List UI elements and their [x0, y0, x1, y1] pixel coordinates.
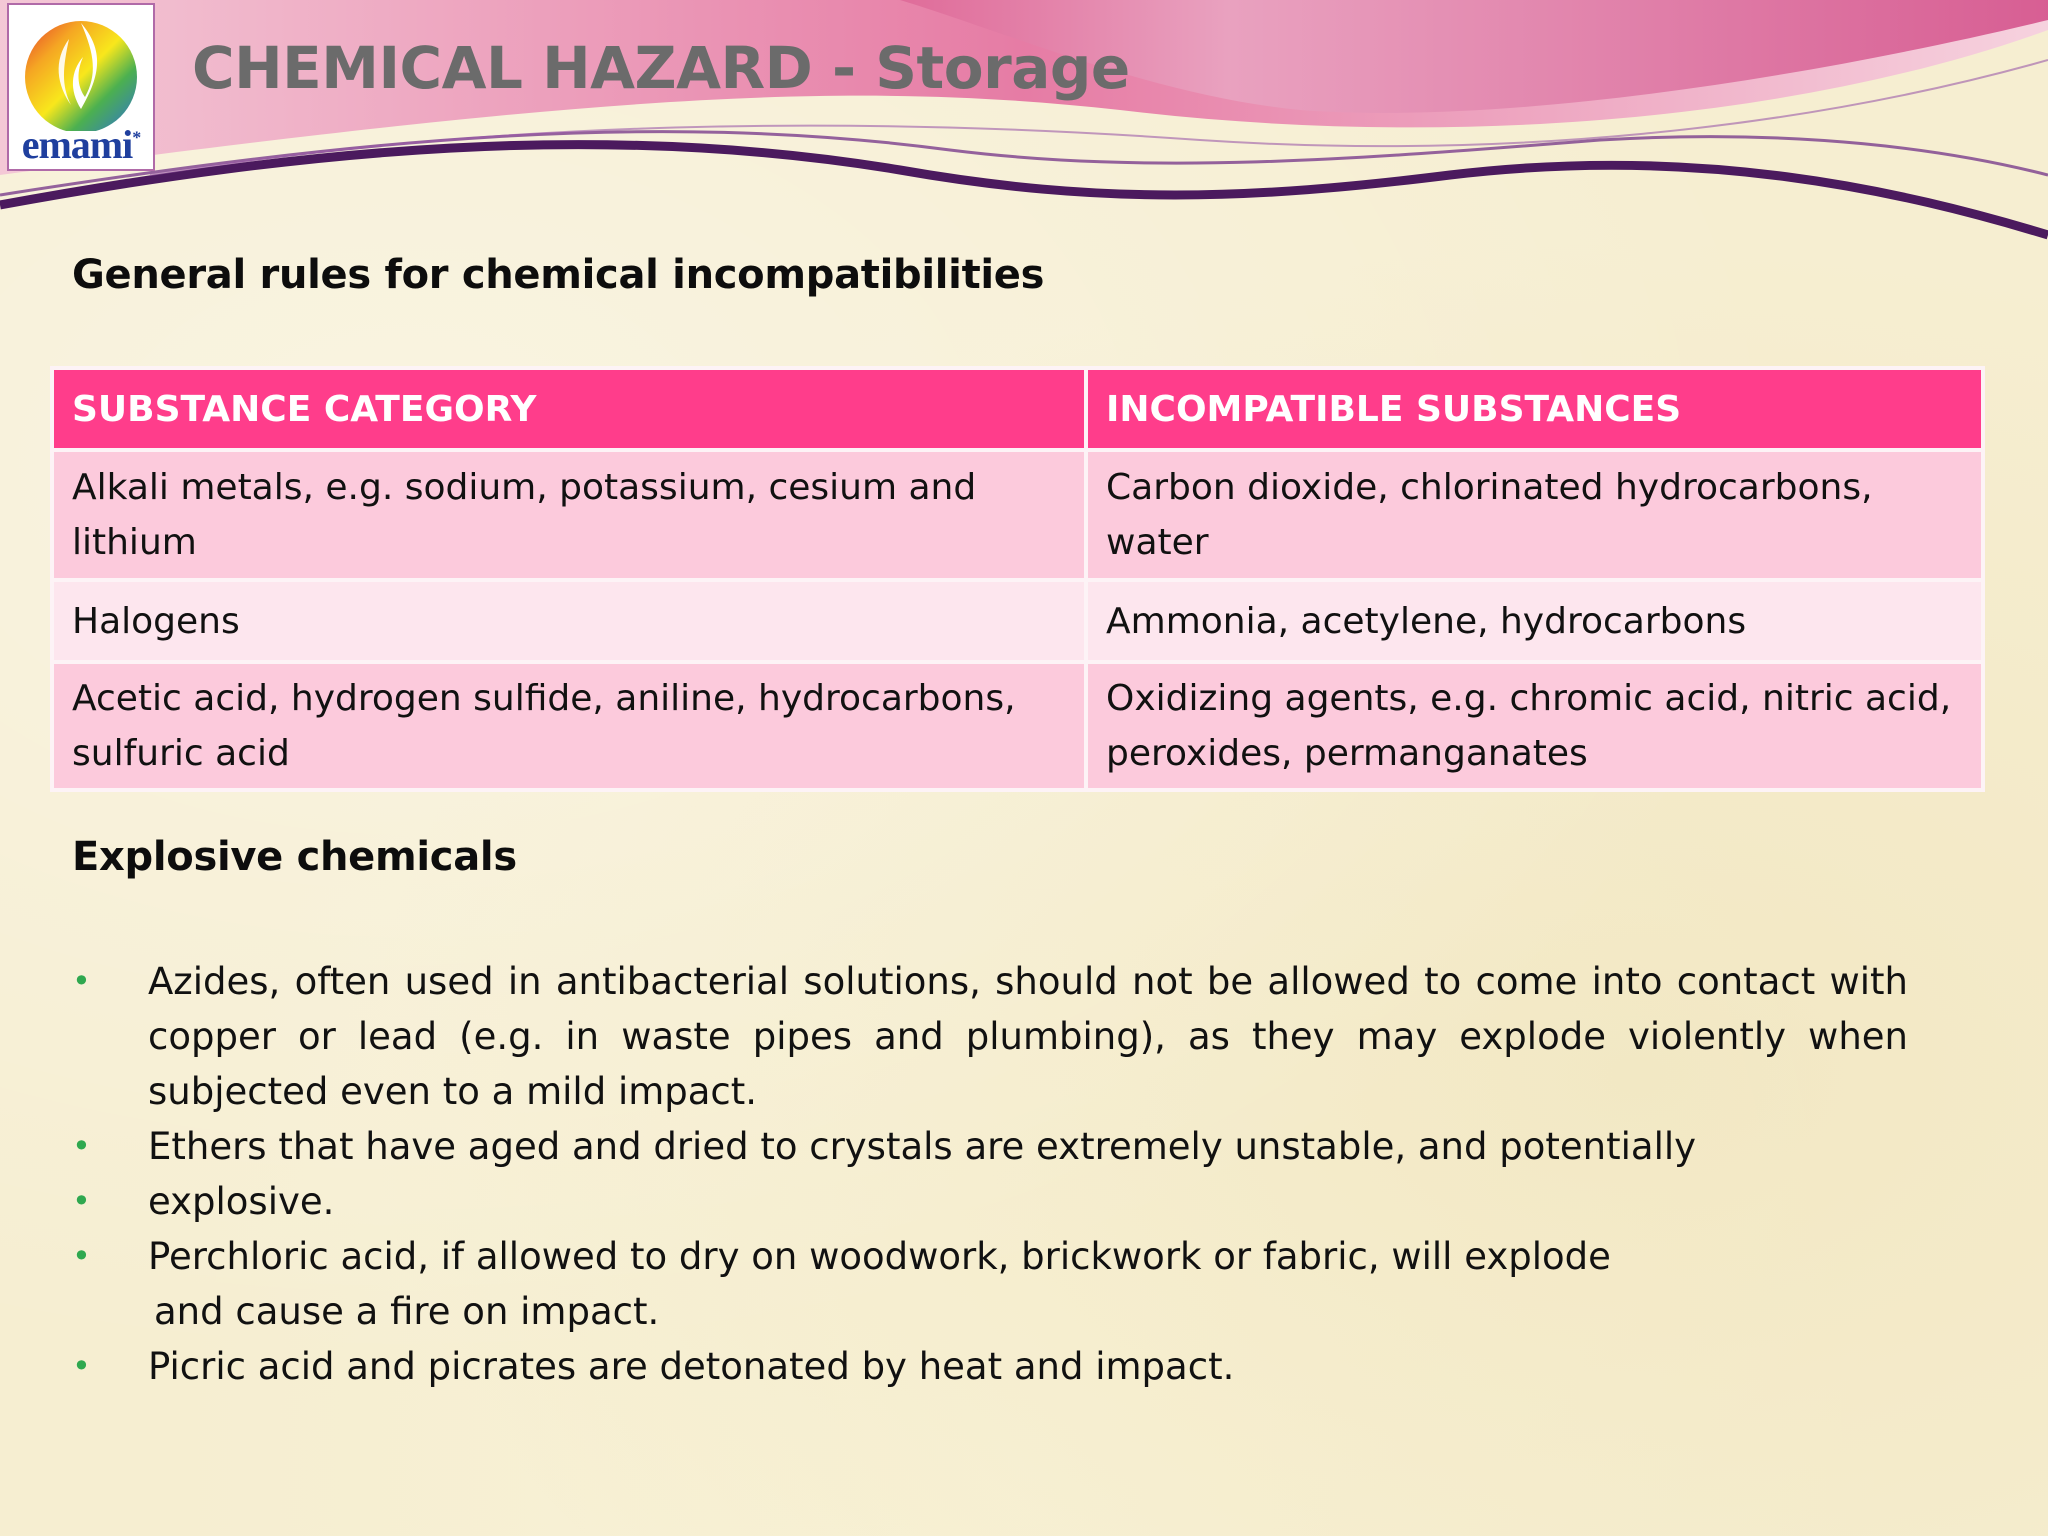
list-item: • Perchloric acid, if allowed to dry on woodwork, brickwork or fabric, will explode — [72, 1229, 1908, 1284]
slide-title: CHEMICAL HAZARD - Storage — [192, 34, 1130, 102]
table-cell: Carbon dioxide, chlorinated hydrocarbons, water — [1086, 450, 1983, 580]
bullet-icon: • — [72, 1127, 91, 1165]
bullet-icon: • — [72, 1237, 91, 1275]
explosive-chemicals-heading: Explosive chemicals — [72, 834, 517, 880]
table-cell: Alkali metals, e.g. sodium, potassium, cesium and lithium — [52, 450, 1086, 580]
bullet-icon: • — [72, 1347, 91, 1385]
logo-wordmark: emami* — [21, 122, 141, 167]
table-cell: Halogens — [52, 580, 1086, 662]
table-header-substance: SUBSTANCE CATEGORY — [52, 368, 1086, 450]
table-row — [52, 580, 1983, 662]
table-header-row — [52, 368, 1983, 450]
table-row — [52, 450, 1983, 580]
list-item: • explosive. — [72, 1174, 1908, 1229]
bullet-icon: • — [72, 962, 91, 1000]
flame-emblem-icon — [9, 5, 153, 131]
table-cell: Ammonia, acetylene, hydrocarbons — [1086, 580, 1983, 662]
list-item: • Ethers that have aged and dried to crystals are extremely unstable, and potentially — [72, 1119, 1908, 1174]
explosive-chemicals-list — [72, 954, 1908, 1394]
bullet-icon: • — [72, 1182, 91, 1220]
incompatibilities-heading: General rules for chemical incompatibilities — [72, 252, 1045, 298]
table-cell: Oxidizing agents, e.g. chromic acid, nitric acid, peroxides, permanganates — [1086, 662, 1983, 790]
incompatibility-table — [50, 366, 1985, 792]
table-cell: Acetic acid, hydrogen sulfide, aniline, hydrocarbons, sulfuric acid — [52, 662, 1086, 790]
table-row — [52, 662, 1983, 790]
list-item-continuation: and cause a fire on impact. — [154, 1290, 660, 1333]
list-item: • Picric acid and picrates are detonated by heat and impact. — [72, 1339, 1908, 1394]
list-item: • Azides, often used in antibacterial solutions, should not be allowed to come into contact with copper or lead (e.g. in waste pipes and plumbing), as they may explode violently when subjected even to a mild impact. — [72, 954, 1908, 1119]
table-header-incompatible: INCOMPATIBLE SUBSTANCES — [1086, 368, 1983, 450]
emami-logo — [7, 3, 155, 171]
